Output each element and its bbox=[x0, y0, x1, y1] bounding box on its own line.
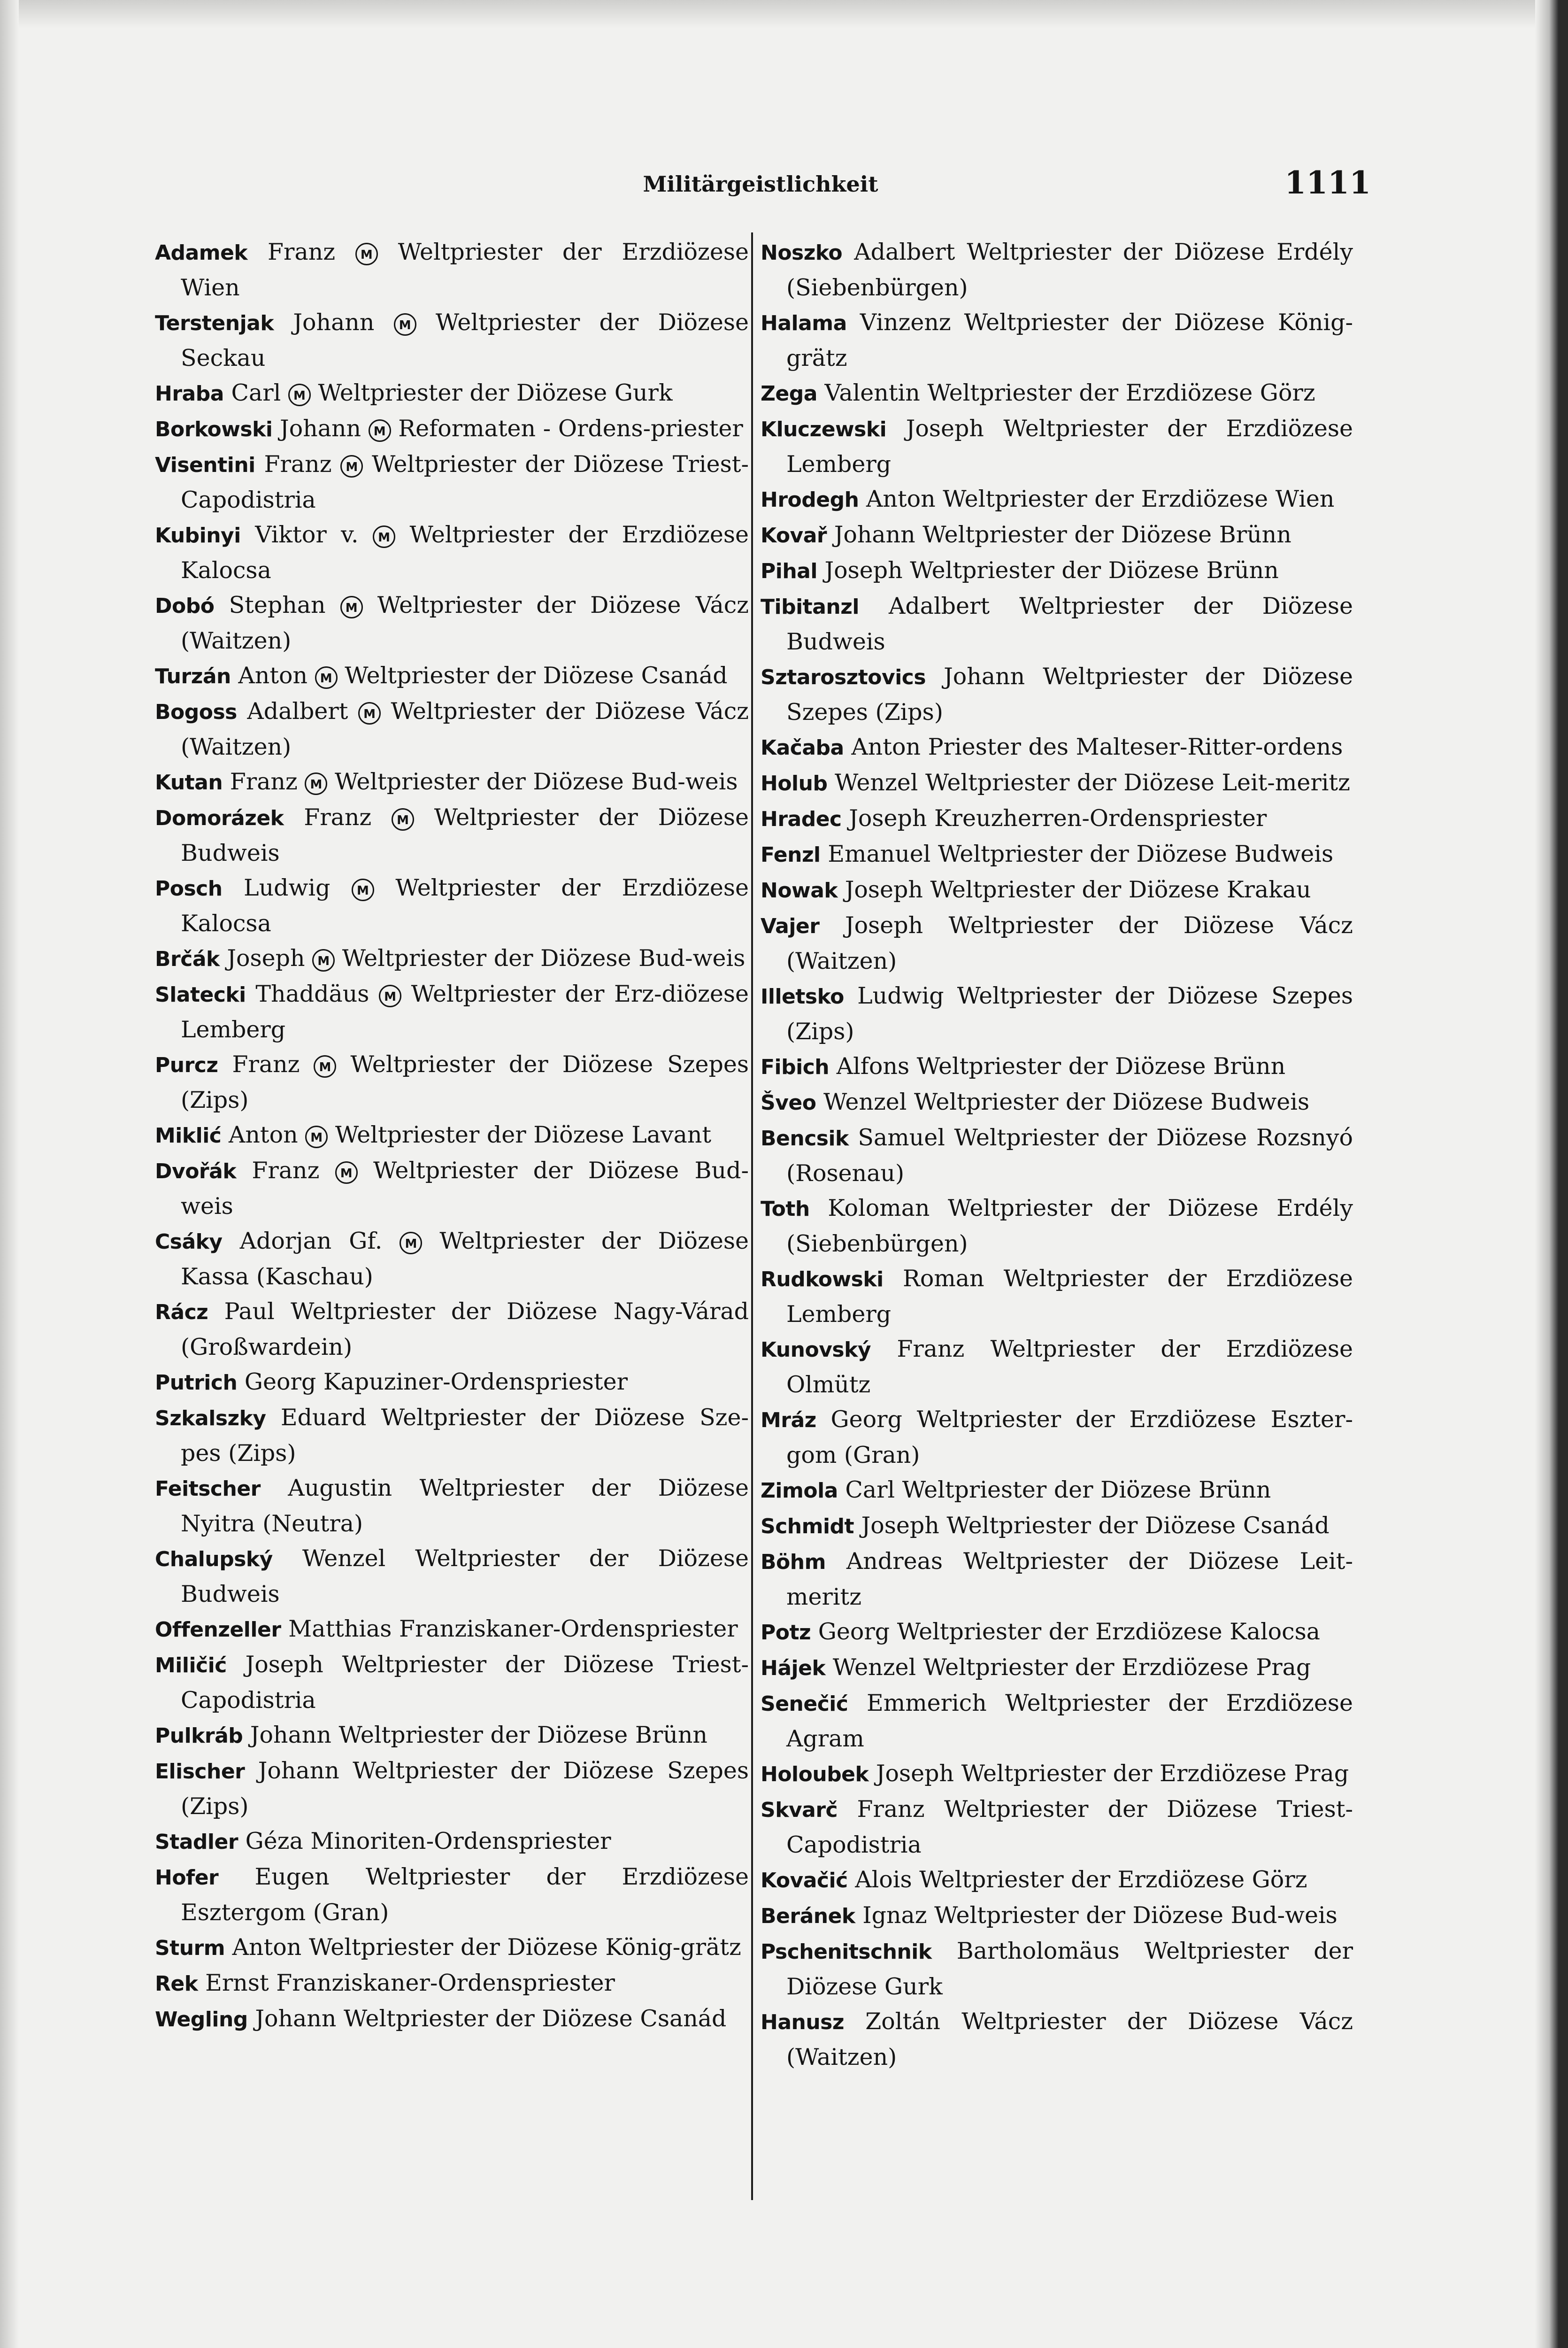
entry-surname: Feitscher bbox=[155, 1477, 261, 1501]
directory-entry bbox=[155, 1966, 749, 2001]
entry-description: Joseph Weltpriester der Diözese Csanád bbox=[861, 1512, 1330, 1539]
directory-entry bbox=[155, 305, 749, 376]
entry-description: Georg Weltpriester der Erzdiözese Kalocsa bbox=[818, 1618, 1320, 1645]
directory-entry bbox=[155, 800, 749, 871]
directory-entry bbox=[155, 765, 749, 800]
entry-surname: Turzán bbox=[155, 664, 231, 688]
entry-surname: Senečić bbox=[761, 1692, 848, 1716]
entry-surname: Purcz bbox=[155, 1053, 218, 1077]
entry-surname: Sztarosztovics bbox=[761, 665, 926, 689]
entry-description: Andreas Weltpriester der Diözese Leit-meritz bbox=[786, 1548, 1353, 1610]
directory-entry bbox=[761, 659, 1353, 730]
entry-description: Adalbert Weltpriester der Diözese Erdély (Siebenbürgen) bbox=[786, 239, 1353, 301]
entry-description: Weltpriester der Erzdiözese Wien bbox=[181, 239, 749, 301]
directory-entry bbox=[761, 1934, 1353, 2004]
entry-description: Koloman Weltpriester der Diözese Erdély (Siebenbürgen) bbox=[786, 1195, 1353, 1257]
entry-given-name: Adorjan Gf. bbox=[239, 1228, 383, 1254]
entry-description: Weltpriester der Diözese Csanád bbox=[345, 662, 728, 689]
directory-entry bbox=[155, 1118, 749, 1153]
entry-description: Joseph Kreuzherren-Ordenspriester bbox=[849, 805, 1267, 832]
directory-entry bbox=[761, 553, 1353, 589]
entry-description: Wenzel Weltpriester der Diözese Budweis bbox=[823, 1089, 1310, 1115]
entry-surname: Vajer bbox=[761, 914, 820, 938]
directory-entry bbox=[155, 941, 749, 977]
medal-m-icon: M bbox=[288, 384, 311, 406]
entry-description: Eugen Weltpriester der Erzdiözese Esztergom (Gran) bbox=[181, 1863, 749, 1926]
entry-given-name: Anton bbox=[238, 662, 308, 689]
entry-surname: Halama bbox=[761, 311, 847, 335]
medal-m-icon: M bbox=[369, 419, 391, 442]
entry-surname: Rudkowski bbox=[761, 1267, 884, 1291]
entry-surname: Dobó bbox=[155, 594, 215, 618]
entry-given-name: Thaddäus bbox=[255, 981, 369, 1007]
medal-m-icon: M bbox=[305, 1126, 328, 1148]
directory-entry bbox=[155, 1047, 749, 1118]
left-column bbox=[155, 235, 749, 2037]
entry-surname: Šveo bbox=[761, 1091, 816, 1115]
entry-surname: Kubinyi bbox=[155, 524, 241, 548]
entry-given-name: Anton bbox=[228, 1121, 298, 1148]
column-divider bbox=[751, 232, 753, 2200]
entry-description: Alfons Weltpriester der Diözese Brünn bbox=[836, 1053, 1286, 1080]
entry-surname: Holoubek bbox=[761, 1762, 869, 1786]
entry-surname: Chalupský bbox=[155, 1547, 273, 1571]
medal-m-icon: M bbox=[314, 1055, 336, 1078]
entry-description: Ignaz Weltpriester der Diözese Bud-weis bbox=[862, 1902, 1337, 1929]
entry-surname: Posch bbox=[155, 877, 223, 901]
entry-description: Weltpriester der Erzdiözese Kalocsa bbox=[181, 874, 749, 937]
medal-m-icon: M bbox=[352, 879, 374, 901]
directory-entry bbox=[761, 1686, 1353, 1756]
entry-given-name: Stephan bbox=[229, 592, 326, 618]
entry-given-name: Carl bbox=[231, 379, 281, 406]
entry-description: Joseph Weltpriester der Erzdiözese Prag bbox=[876, 1760, 1349, 1787]
medal-m-icon: M bbox=[340, 455, 363, 478]
running-head: Militärgeistlichkeit bbox=[643, 171, 878, 197]
entry-description: Weltpriester der Diözese Kassa (Kaschau) bbox=[181, 1228, 749, 1290]
directory-entry bbox=[155, 1365, 749, 1400]
entry-given-name: Franz bbox=[304, 804, 372, 831]
entry-description: Joseph Weltpriester der Diözese Vácz (Waitzen) bbox=[786, 912, 1353, 974]
directory-entry bbox=[761, 1332, 1353, 1402]
entry-description: Johann Weltpriester der Diözese Brünn bbox=[834, 521, 1291, 548]
entry-surname: Kovař bbox=[761, 524, 827, 548]
entry-given-name: Johann bbox=[280, 415, 361, 442]
entry-description: Wenzel Weltpriester der Diözese Budweis bbox=[181, 1545, 749, 1607]
entry-surname: Kačaba bbox=[761, 736, 844, 760]
entry-surname: Dvořák bbox=[155, 1159, 237, 1183]
entry-description: Weltpriester der Diözese Gurk bbox=[318, 379, 673, 406]
directory-entry bbox=[155, 235, 749, 305]
medal-m-icon: M bbox=[312, 949, 335, 972]
entry-description: Johann Weltpriester der Diözese Csanád bbox=[255, 2005, 727, 2032]
entry-surname: Adamek bbox=[155, 241, 248, 265]
entry-surname: Visentini bbox=[155, 453, 255, 477]
entry-surname: Rek bbox=[155, 1972, 198, 1996]
directory-entry bbox=[155, 1753, 749, 1824]
entry-description: Weltpriester der Diözese Szepes (Zips) bbox=[181, 1051, 749, 1113]
directory-entry bbox=[155, 1153, 749, 1224]
entry-surname: Potz bbox=[761, 1621, 811, 1645]
entry-description: Paul Weltpriester der Diözese Nagy-Várad (Großwardein) bbox=[181, 1298, 749, 1360]
entry-surname: Hrodegh bbox=[761, 488, 859, 512]
entry-surname: Miklić bbox=[155, 1124, 222, 1148]
page-edge-left bbox=[0, 0, 19, 2348]
directory-entry bbox=[155, 1647, 749, 1718]
entry-description: Weltpriester der Diözese Triest-Capodistria bbox=[181, 451, 749, 513]
directory-entry bbox=[761, 1261, 1353, 1332]
medal-m-icon: M bbox=[373, 525, 395, 548]
entry-description: Ernst Franziskaner-Ordenspriester bbox=[205, 1970, 615, 1996]
entry-surname: Holub bbox=[761, 772, 828, 796]
entry-surname: Toth bbox=[761, 1197, 810, 1221]
directory-entry bbox=[761, 801, 1353, 837]
entry-given-name: Adalbert bbox=[247, 698, 348, 725]
medal-m-icon: M bbox=[315, 666, 338, 689]
medal-m-icon: M bbox=[335, 1161, 358, 1184]
entry-surname: Schmidt bbox=[761, 1514, 854, 1538]
directory-entry bbox=[155, 376, 749, 411]
entry-surname: Slatecki bbox=[155, 983, 246, 1007]
entry-description: Samuel Weltpriester der Diözese Rozsnyó (Rosenau) bbox=[786, 1124, 1353, 1187]
directory-entry bbox=[761, 411, 1353, 482]
entry-description: Emanuel Weltpriester der Diözese Budweis bbox=[828, 841, 1334, 867]
entry-surname: Bencsik bbox=[761, 1127, 849, 1151]
medal-m-icon: M bbox=[392, 808, 414, 831]
entry-description: Reformaten - Ordens-priester bbox=[398, 415, 743, 442]
entry-description: Joseph Weltpriester der Erzdiözese Lemberg bbox=[786, 415, 1353, 478]
directory-entry bbox=[761, 873, 1353, 908]
entry-description: Zoltán Weltpriester der Diözese Vácz (Waitzen) bbox=[786, 2008, 1353, 2070]
entry-surname: Borkowski bbox=[155, 417, 273, 441]
entry-description: Weltpriester der Diözese Seckau bbox=[181, 309, 749, 371]
directory-entry bbox=[761, 1402, 1353, 1473]
entry-description: Johann Weltpriester der Diözese Szepes (Zips) bbox=[786, 663, 1353, 726]
entry-description: Emmerich Weltpriester der Erzdiözese Agram bbox=[786, 1690, 1353, 1752]
entry-surname: Hájek bbox=[761, 1656, 826, 1680]
entry-description: Vinzenz Weltpriester der Diözese König-grätz bbox=[786, 309, 1353, 371]
directory-entry bbox=[155, 1294, 749, 1365]
directory-entry bbox=[761, 1792, 1353, 1862]
entry-description: Wenzel Weltpriester der Erzdiözese Prag bbox=[832, 1654, 1311, 1681]
entry-surname: Offenzeller bbox=[155, 1618, 281, 1642]
medal-m-icon: M bbox=[340, 596, 363, 618]
entry-surname: Kunovský bbox=[761, 1338, 871, 1362]
directory-entry bbox=[761, 765, 1353, 801]
directory-entry bbox=[155, 1718, 749, 1753]
entry-surname: Beránek bbox=[761, 1904, 855, 1928]
directory-entry bbox=[761, 908, 1353, 979]
entry-description: Bartholomäus Weltpriester der Diözese Gurk bbox=[786, 1938, 1353, 2000]
entry-surname: Hanusz bbox=[761, 2010, 844, 2034]
entry-description: Géza Minoriten-Ordenspriester bbox=[245, 1828, 611, 1854]
directory-entry bbox=[155, 1824, 749, 1860]
entry-surname: Wegling bbox=[155, 2008, 248, 2031]
entry-given-name: Johann bbox=[293, 309, 375, 336]
entry-given-name: Joseph bbox=[227, 945, 305, 972]
entry-surname: Hofer bbox=[155, 1866, 219, 1890]
entry-given-name: Viktor v. bbox=[255, 521, 359, 548]
entry-description: Weltpriester der Diözese Lavant bbox=[335, 1121, 712, 1148]
directory-entry bbox=[155, 1860, 749, 1930]
entry-description: Weltpriester der Diözese Vácz (Waitzen) bbox=[181, 592, 749, 654]
entry-surname: Pschenitschnik bbox=[761, 1940, 932, 1964]
directory-entry bbox=[761, 1862, 1353, 1898]
entry-description: Anton Priester des Malteser-Ritter-ordens bbox=[851, 734, 1343, 760]
entry-description: Georg Kapuziner-Ordenspriester bbox=[244, 1368, 628, 1395]
entry-description: Carl Weltpriester der Diözese Brünn bbox=[845, 1476, 1271, 1503]
directory-entry bbox=[761, 1085, 1353, 1120]
entry-description: Ludwig Weltpriester der Diözese Szepes (Zips) bbox=[786, 982, 1353, 1045]
right-column bbox=[761, 235, 1353, 2075]
directory-entry bbox=[761, 1544, 1353, 1614]
directory-entry bbox=[761, 1614, 1353, 1650]
entry-description: Joseph Weltpriester der Diözese Brünn bbox=[824, 557, 1279, 584]
directory-entry bbox=[155, 977, 749, 1047]
entry-description: Weltpriester der Diözese Budweis bbox=[181, 804, 749, 866]
entry-description: Eduard Weltpriester der Diözese Sze-pes (Zips) bbox=[181, 1404, 749, 1467]
entry-surname: Noszko bbox=[761, 241, 843, 265]
entry-description: Roman Weltpriester der Erzdiözese Lemberg bbox=[786, 1265, 1353, 1328]
directory-entry bbox=[761, 1049, 1353, 1085]
directory-entry bbox=[155, 2001, 749, 2037]
entry-surname: Putrich bbox=[155, 1371, 238, 1395]
directory-entry bbox=[761, 837, 1353, 873]
directory-entry bbox=[155, 1930, 749, 1966]
entry-surname: Zega bbox=[761, 382, 817, 406]
medal-m-icon: M bbox=[379, 985, 401, 1007]
entry-surname: Zimola bbox=[761, 1479, 838, 1503]
entry-description: Weltpriester der Diözese Bud-weis bbox=[342, 945, 746, 972]
directory-entry bbox=[155, 447, 749, 517]
entry-given-name: Franz bbox=[230, 768, 298, 795]
directory-entry bbox=[761, 1756, 1353, 1792]
entry-surname: Hraba bbox=[155, 382, 224, 406]
medal-m-icon: M bbox=[400, 1232, 422, 1254]
page-edge-right bbox=[1535, 0, 1568, 2348]
entry-description: Georg Weltpriester der Erzdiözese Eszter-gom (Gran) bbox=[786, 1406, 1353, 1468]
directory-entry bbox=[155, 658, 749, 694]
entry-given-name: Franz bbox=[232, 1051, 300, 1078]
entry-surname: Illetsko bbox=[761, 985, 844, 1009]
entry-surname: Terstenjak bbox=[155, 311, 274, 335]
directory-entry bbox=[761, 1191, 1353, 1261]
directory-entry bbox=[155, 1471, 749, 1541]
entry-given-name: Franz bbox=[268, 239, 336, 265]
entry-description: Franz Weltpriester der Erzdiözese Olmütz bbox=[786, 1336, 1353, 1398]
entry-given-name: Ludwig bbox=[244, 874, 331, 901]
entry-surname: Csáky bbox=[155, 1230, 223, 1254]
entry-surname: Elischer bbox=[155, 1760, 245, 1784]
entry-description: Weltpriester der Diözese Bud-weis bbox=[334, 768, 738, 795]
page-number: 1111 bbox=[1284, 164, 1371, 201]
entry-surname: Fibich bbox=[761, 1055, 830, 1079]
entry-description: Weltpriester der Diözese Vácz (Waitzen) bbox=[181, 698, 749, 760]
entry-surname: Mráz bbox=[761, 1408, 816, 1432]
medal-m-icon: M bbox=[355, 243, 378, 265]
page-edge-top bbox=[0, 0, 1568, 28]
entry-description: Franz Weltpriester der Diözese Triest-Capodistria bbox=[786, 1796, 1353, 1858]
entry-surname: Tibitanzl bbox=[761, 595, 859, 619]
entry-given-name: Franz bbox=[252, 1157, 320, 1184]
entry-surname: Bogoss bbox=[155, 700, 237, 724]
entry-surname: Nowak bbox=[761, 879, 838, 903]
directory-entry bbox=[155, 1224, 749, 1294]
entry-surname: Miličić bbox=[155, 1653, 227, 1677]
directory-entry bbox=[155, 588, 749, 658]
entry-description: Anton Weltpriester der Erzdiözese Wien bbox=[866, 486, 1335, 512]
entry-description: Weltpriester der Erz-diözese Lemberg bbox=[181, 981, 749, 1043]
entry-surname: Stadler bbox=[155, 1830, 238, 1854]
directory-entry bbox=[761, 305, 1353, 376]
directory-entry bbox=[761, 517, 1353, 553]
entry-description: Augustin Weltpriester der Diözese Nyitra (Neutra) bbox=[181, 1475, 749, 1537]
entry-surname: Kovačić bbox=[761, 1869, 848, 1892]
directory-entry bbox=[761, 1508, 1353, 1544]
medal-m-icon: M bbox=[358, 702, 381, 725]
medal-m-icon: M bbox=[305, 772, 327, 795]
entry-description: Valentin Weltpriester der Erzdiözese Görz bbox=[824, 379, 1315, 406]
directory-entry bbox=[761, 2004, 1353, 2075]
entry-description: Joseph Weltpriester der Diözese Triest-Capodistria bbox=[181, 1651, 749, 1714]
entry-description: Weltpriester der Diözese Bud-weis bbox=[181, 1157, 749, 1220]
directory-entry bbox=[761, 1650, 1353, 1686]
directory-entry bbox=[761, 1120, 1353, 1191]
entry-surname: Sturm bbox=[155, 1936, 225, 1960]
entry-surname: Skvarč bbox=[761, 1798, 838, 1822]
entry-surname: Kluczewski bbox=[761, 417, 887, 441]
medal-m-icon: M bbox=[394, 313, 416, 336]
entry-description: Johann Weltpriester der Diözese Brünn bbox=[250, 1722, 707, 1748]
directory-entry bbox=[155, 871, 749, 941]
entry-description: Adalbert Weltpriester der Diözese Budweis bbox=[786, 593, 1353, 655]
directory-entry bbox=[761, 1898, 1353, 1934]
entry-surname: Fenzl bbox=[761, 843, 821, 867]
entry-surname: Böhm bbox=[761, 1550, 826, 1574]
directory-entry bbox=[761, 376, 1353, 411]
directory-entry bbox=[155, 1541, 749, 1612]
entry-description: Anton Weltpriester der Diözese König-grätz bbox=[232, 1934, 741, 1961]
entry-description: Alois Weltpriester der Erzdiözese Görz bbox=[855, 1866, 1307, 1893]
directory-entry bbox=[155, 517, 749, 588]
directory-entry bbox=[761, 589, 1353, 659]
entry-surname: Pulkráb bbox=[155, 1724, 243, 1748]
directory-entry bbox=[155, 411, 749, 447]
directory-entry bbox=[761, 1473, 1353, 1508]
entry-surname: Szkalszky bbox=[155, 1406, 266, 1430]
entry-surname: Domorázek bbox=[155, 806, 284, 830]
entry-surname: Pihal bbox=[761, 559, 817, 583]
entry-description: Wenzel Weltpriester der Diözese Leit-meritz bbox=[835, 769, 1350, 796]
entry-description: Joseph Weltpriester der Diözese Krakau bbox=[845, 876, 1311, 903]
entry-surname: Rácz bbox=[155, 1300, 208, 1324]
directory-entry bbox=[761, 730, 1353, 765]
entry-surname: Kutan bbox=[155, 771, 223, 795]
entry-description: Johann Weltpriester der Diözese Szepes (Zips) bbox=[181, 1757, 749, 1820]
entry-surname: Hradec bbox=[761, 807, 842, 831]
entry-description: Weltpriester der Erzdiözese Kalocsa bbox=[181, 521, 749, 584]
entry-description: Matthias Franziskaner-Ordenspriester bbox=[288, 1615, 738, 1642]
directory-entry bbox=[761, 979, 1353, 1049]
directory-entry bbox=[155, 1400, 749, 1471]
entry-given-name: Franz bbox=[264, 451, 332, 478]
entry-surname: Brčák bbox=[155, 947, 220, 971]
directory-entry bbox=[761, 235, 1353, 305]
directory-entry bbox=[155, 694, 749, 765]
directory-entry bbox=[155, 1612, 749, 1647]
directory-entry bbox=[761, 482, 1353, 517]
